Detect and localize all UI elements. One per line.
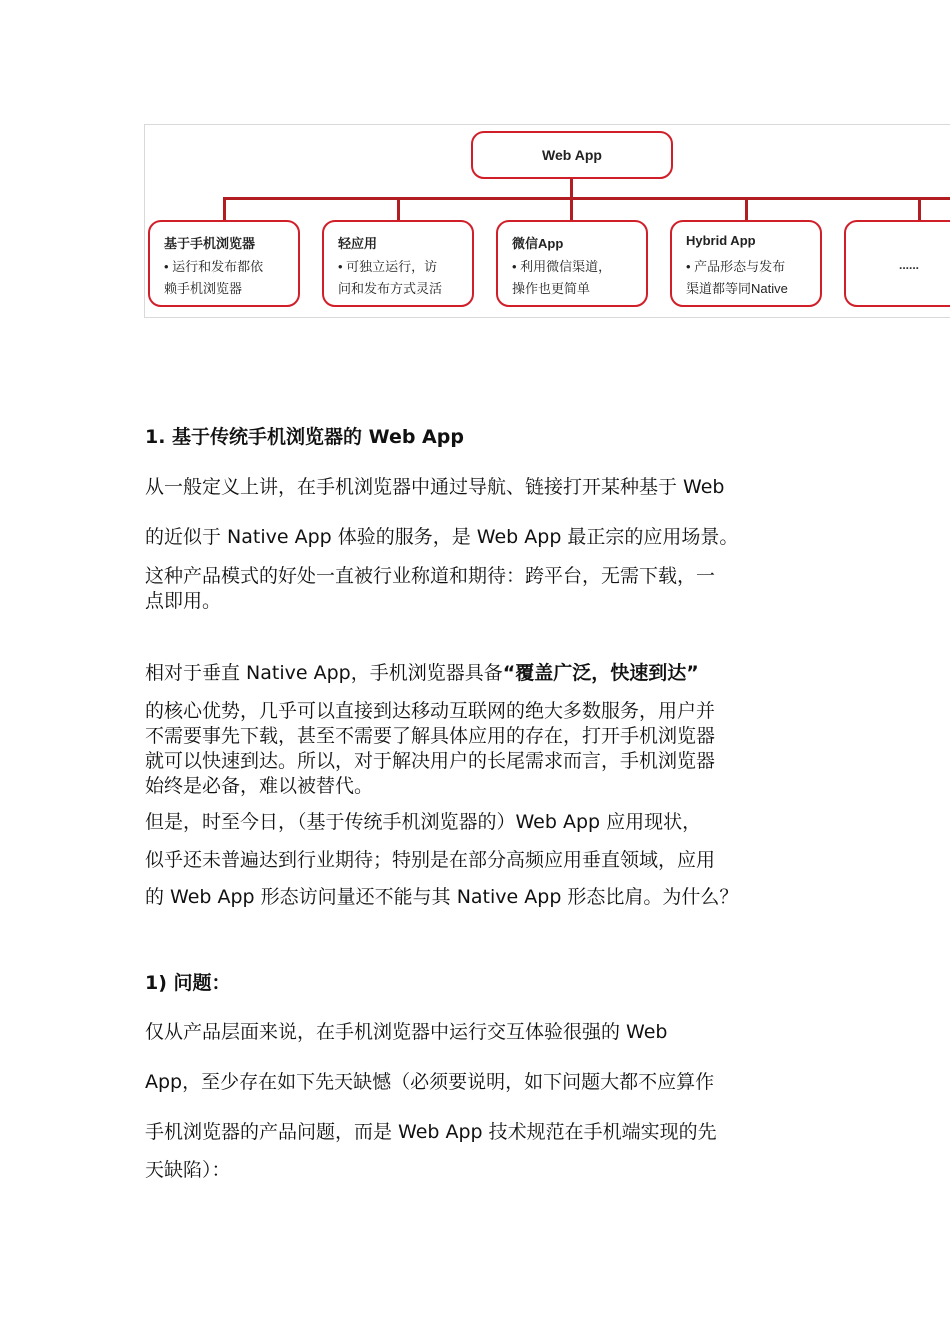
paragraph-line: 的 Web App 形态访问量还不能与其 Native App 形态比肩。为什么？	[145, 886, 739, 908]
child-node-desc-line: • 可独立运行，访	[338, 259, 438, 274]
paragraph-line: 手机浏览器的产品问题，而是 Web App 技术规范在手机端实现的先	[145, 1121, 717, 1143]
section-heading-1: 1. 基于传统手机浏览器的 Web App	[145, 426, 464, 448]
paragraph-line: 天缺陷）：	[145, 1159, 231, 1181]
emphasis-text: “覆盖广泛，快速到达”	[502, 662, 699, 684]
child-node-desc-line: • 运行和发布都依	[164, 259, 264, 274]
connector-drop-2	[397, 197, 400, 221]
root-node	[471, 131, 673, 179]
paragraph-line: 不需要事先下载，甚至不需要了解具体应用的存在，打开手机浏览器	[145, 725, 716, 747]
child-node-desc-line: • 利用微信渠道，	[512, 259, 612, 274]
paragraph-line: 的核心优势，几乎可以直接到达移动互联网的绝大多数服务，用户并	[145, 700, 716, 722]
paragraph-line: 始终是必备，难以被替代。	[145, 775, 374, 797]
root-node-label: Web App	[542, 147, 602, 163]
child-node-mobile-browser	[148, 220, 300, 307]
child-node-title: 轻应用	[338, 236, 378, 251]
child-node-desc-line: 渠道都等同Native	[686, 281, 788, 296]
child-node-hybrid-app	[670, 220, 822, 307]
child-node-desc	[686, 256, 814, 300]
child-node-desc	[338, 256, 466, 300]
paragraph-line: 但是，时至今日，（基于传统手机浏览器的）Web App 应用现状，	[145, 811, 702, 833]
paragraph-line: 就可以快速到达。所以，对于解决用户的长尾需求而言，手机浏览器	[145, 750, 716, 772]
paragraph-line: 从一般定义上讲，在手机浏览器中通过导航、链接打开某种基于 Web	[145, 476, 725, 498]
connector-horizontal	[223, 197, 950, 200]
paragraph-line: 仅从产品层面来说，在手机浏览器中运行交互体验很强的 Web	[145, 1021, 668, 1043]
child-node-desc	[164, 256, 292, 300]
paragraph-line: App，至少存在如下先天缺憾（必须要说明，如下问题大都不应算作	[145, 1071, 715, 1093]
child-node-light-app	[322, 220, 474, 307]
connector-drop-4	[745, 197, 748, 221]
connector-drop-5	[918, 197, 921, 221]
connector-drop-1	[223, 197, 226, 221]
section-heading-2: 1) 问题：	[145, 972, 231, 994]
child-node-title: Hybrid App	[686, 233, 756, 248]
paragraph-line-with-emphasis	[145, 658, 699, 685]
child-node-desc-line: • 产品形态与发布	[686, 259, 786, 274]
child-node-ellipsis: ......	[898, 258, 919, 272]
paragraph-line: 似乎还未普遍达到行业期待；特别是在部分高频应用垂直领域，应用	[145, 849, 716, 871]
connector-root-stem	[570, 179, 573, 199]
child-node-desc	[512, 256, 640, 300]
paragraph-line: 点即用。	[145, 590, 222, 612]
child-node-desc-line: 赖手机浏览器	[164, 281, 243, 296]
connector-drop-3	[570, 197, 573, 221]
paragraph-line: 这种产品模式的好处一直被行业称道和期待：跨平台，无需下载，一	[145, 565, 716, 587]
child-node-more	[844, 220, 950, 307]
child-node-desc-line: 操作也更简单	[512, 281, 591, 296]
child-node-title: 微信App	[512, 236, 564, 251]
paragraph-line: 的近似于 Native App 体验的服务，是 Web App 最正宗的应用场景。	[145, 526, 739, 548]
child-node-wechat-app	[496, 220, 648, 307]
child-node-desc-line: 问和发布方式灵活	[338, 281, 443, 296]
child-node-title: 基于手机浏览器	[164, 236, 256, 251]
paragraph-text: 相对于垂直 Native App，手机浏览器具备	[145, 662, 503, 684]
web-app-diagram	[144, 124, 950, 318]
